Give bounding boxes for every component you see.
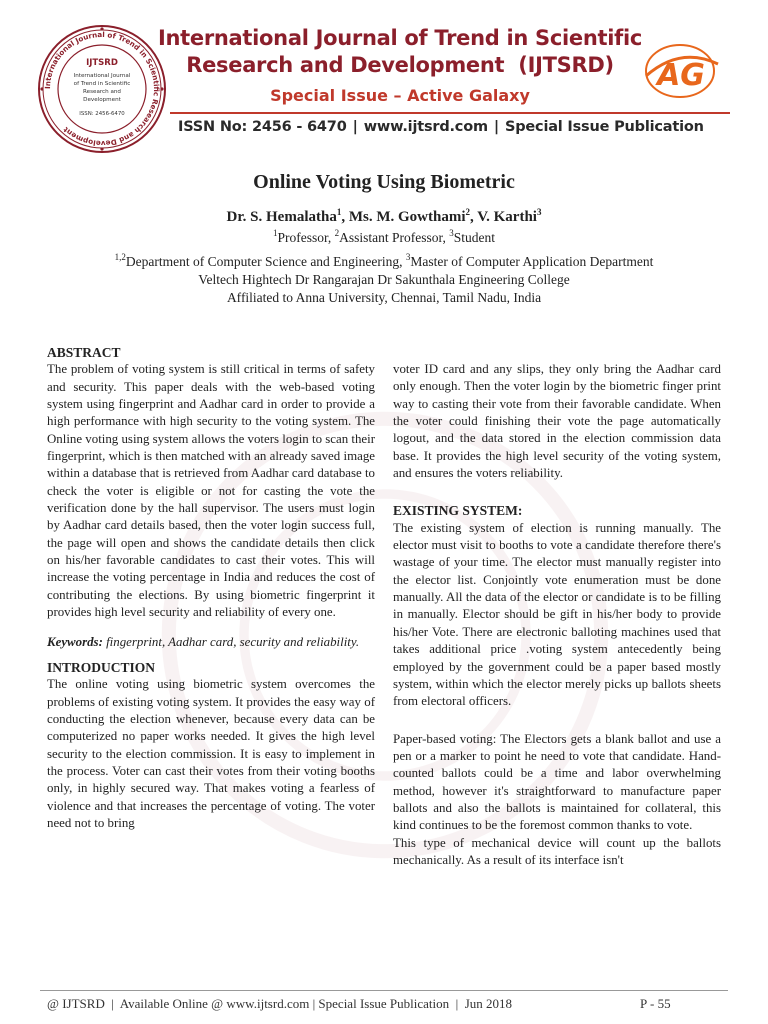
seal-abbr: IJTSRD — [86, 58, 118, 68]
author-list — [0, 209, 768, 226]
page-number: P - 55 — [640, 996, 671, 1011]
role-text: Student — [453, 230, 496, 245]
seal-ring-text: International Journal of Trend in Scientific Research and Development — [42, 29, 162, 149]
header-rule — [170, 112, 730, 114]
role-mark: 3 — [449, 228, 454, 238]
publication-text: Special Issue Publication — [505, 119, 704, 135]
seal-issn: ISSN: 2456-6470 — [79, 111, 125, 117]
seal-line-1: International Journal — [73, 73, 131, 79]
seal-line-2: of Trend in Scientific — [73, 81, 131, 87]
logo-text: AG — [657, 58, 705, 93]
journal-title-line-2: Research and Development (IJTSRD) — [186, 53, 614, 77]
author-mark: 2 — [465, 207, 470, 217]
role-mark: 2 — [334, 228, 340, 238]
introduction-heading: INTRODUCTION — [47, 659, 156, 675]
abstract-heading: ABSTRACT — [47, 345, 121, 360]
author-sep: , — [469, 209, 478, 225]
affil-text: Department of Computer Science and Engineering, — [125, 254, 406, 269]
paper-based-voting-text: Paper-based voting: The Electors gets a blank ballot and use a pen or a marker to point he need to vote that candidate. Hand-counted ballots could be a time and labor overwhelming method, however it's straightforward to manufacture paper ballots and also the ballots is maintained for collateral, this kind continues to be the foremost common thanks to vote. — [393, 731, 721, 833]
role-mark: 1 — [272, 228, 278, 238]
separator: | — [493, 119, 499, 135]
author-mark: 1 — [336, 207, 342, 217]
journal-seal-logo — [36, 23, 168, 155]
author-name: Dr. S. Hemalatha — [226, 209, 337, 225]
paper-title: Online Voting Using Biometric — [253, 171, 515, 193]
seal-line-3: Research and — [83, 89, 121, 95]
spacer — [47, 651, 375, 659]
author-mark: 3 — [536, 207, 542, 217]
affiliation-university: Affiliated to Anna University, Chennai, Tamil Nadu, India — [226, 290, 542, 305]
affiliation-department — [0, 254, 768, 270]
author-roles — [0, 230, 768, 246]
spacer — [393, 711, 721, 731]
active-galaxy-logo — [640, 40, 722, 102]
left-column — [47, 344, 375, 832]
existing-system-heading: EXISTING SYSTEM: — [393, 503, 523, 519]
author-sep: , — [341, 209, 349, 225]
footer-rule — [40, 990, 728, 991]
right-column — [393, 361, 721, 869]
seal-line-4: Development — [83, 97, 121, 103]
affil-text: Master of Computer Application Department — [410, 254, 654, 269]
keywords — [47, 634, 375, 651]
author-name: V. Karthi — [477, 209, 537, 225]
affil-mark: 3 — [405, 252, 411, 262]
journal-title-line-1: International Journal of Trend in Scientific — [157, 26, 643, 50]
role-text: Professor, — [277, 230, 335, 245]
affil-mark: 1,2 — [114, 252, 126, 262]
spacer — [393, 482, 721, 502]
existing-system-text: The existing system of election is running manually. The elector must visit to booths to vote a candidate therefore there's wastage of your time. The elector must manually register into the elector list. Conjointly vote enumeration must be done manually. All the data of the elector or candidate is to be filling in manually. Elector should be gift in his/her body to provide his/her Vote. There are electronic balloting machines used that takes additional price .voting system antecedently being employed by the government could be a paper based mostly system, within which the elector merely picks up ballots sheets from electoral officers. — [393, 520, 721, 709]
issn-line — [178, 119, 738, 135]
affiliation-college: Veltech Hightech Dr Rangarajan Dr Sakunthala Engineering College — [198, 272, 570, 287]
abstract-text: The problem of voting system is still critical in terms of safety and security. This paper deals with the web-based voting system using fingerprint and Aadhar card in order to provide a high performance with high security to the voting system. The Online voting using system allows the voters login to scan their fingerprint, which is then matched with an already saved image within a database that is retrieved from Aadhar card database to check the voter is eligible or not for casting the vote the verification done by the hall supervisor. The users must login by Aadhar card details based, then the voter login success full, the page will open and shows the candidate details then click on his/her favorable candidates to cast their votes. This will increase the voting percentage in India and reduces the cost of contributing the elections. By using biometric fingerprint it provides high level security and reliability of every one. — [47, 362, 375, 620]
author-name: Ms. M. Gowthami — [348, 209, 466, 225]
keywords-label: Keywords: — [47, 634, 103, 649]
mechanical-device-text: This type of mechanical device will count up the ballots mechanically. As a result of its interface isn't — [393, 835, 721, 867]
role-text: Assistant Professor, — [339, 230, 450, 245]
website-link[interactable]: www.ijtsrd.com — [363, 119, 488, 135]
introduction-text: The online voting using biometric system overcomes the problems of existing voting system. It provides the easy way of conducting the election whenever, because every data can be computerized no paper works needed. It gives the high level security to the election commission. It is easy to implement in the process. Voter can cast their votes from their voting booths only, in highly secured way. That makes voting a fearless of violence and that increases the percentage of voting. The voter need not to bring — [47, 677, 375, 830]
separator: | — [352, 119, 358, 135]
issn-text: ISSN No: 2456 - 6470 — [178, 119, 347, 135]
footer-text: @ IJTSRD | Available Online @ www.ijtsrd.com | Special Issue Publication | Jun 2018 — [47, 996, 513, 1011]
introduction-continued: voter ID card and any slips, they only bring the Aadhar card only enough. Then the voter login by the biometric finger print way to casting their vote from their favorable candidate. When the voter could finishing their vote the page automatically logout, and the data stored in the election commission data base. It provides the high level security of the voting system, and ensures the voters reliability. — [393, 362, 721, 481]
keywords-text: fingerprint, Aadhar card, security and reliability. — [102, 634, 360, 649]
special-issue-title: Special Issue – Active Galaxy — [270, 86, 530, 105]
